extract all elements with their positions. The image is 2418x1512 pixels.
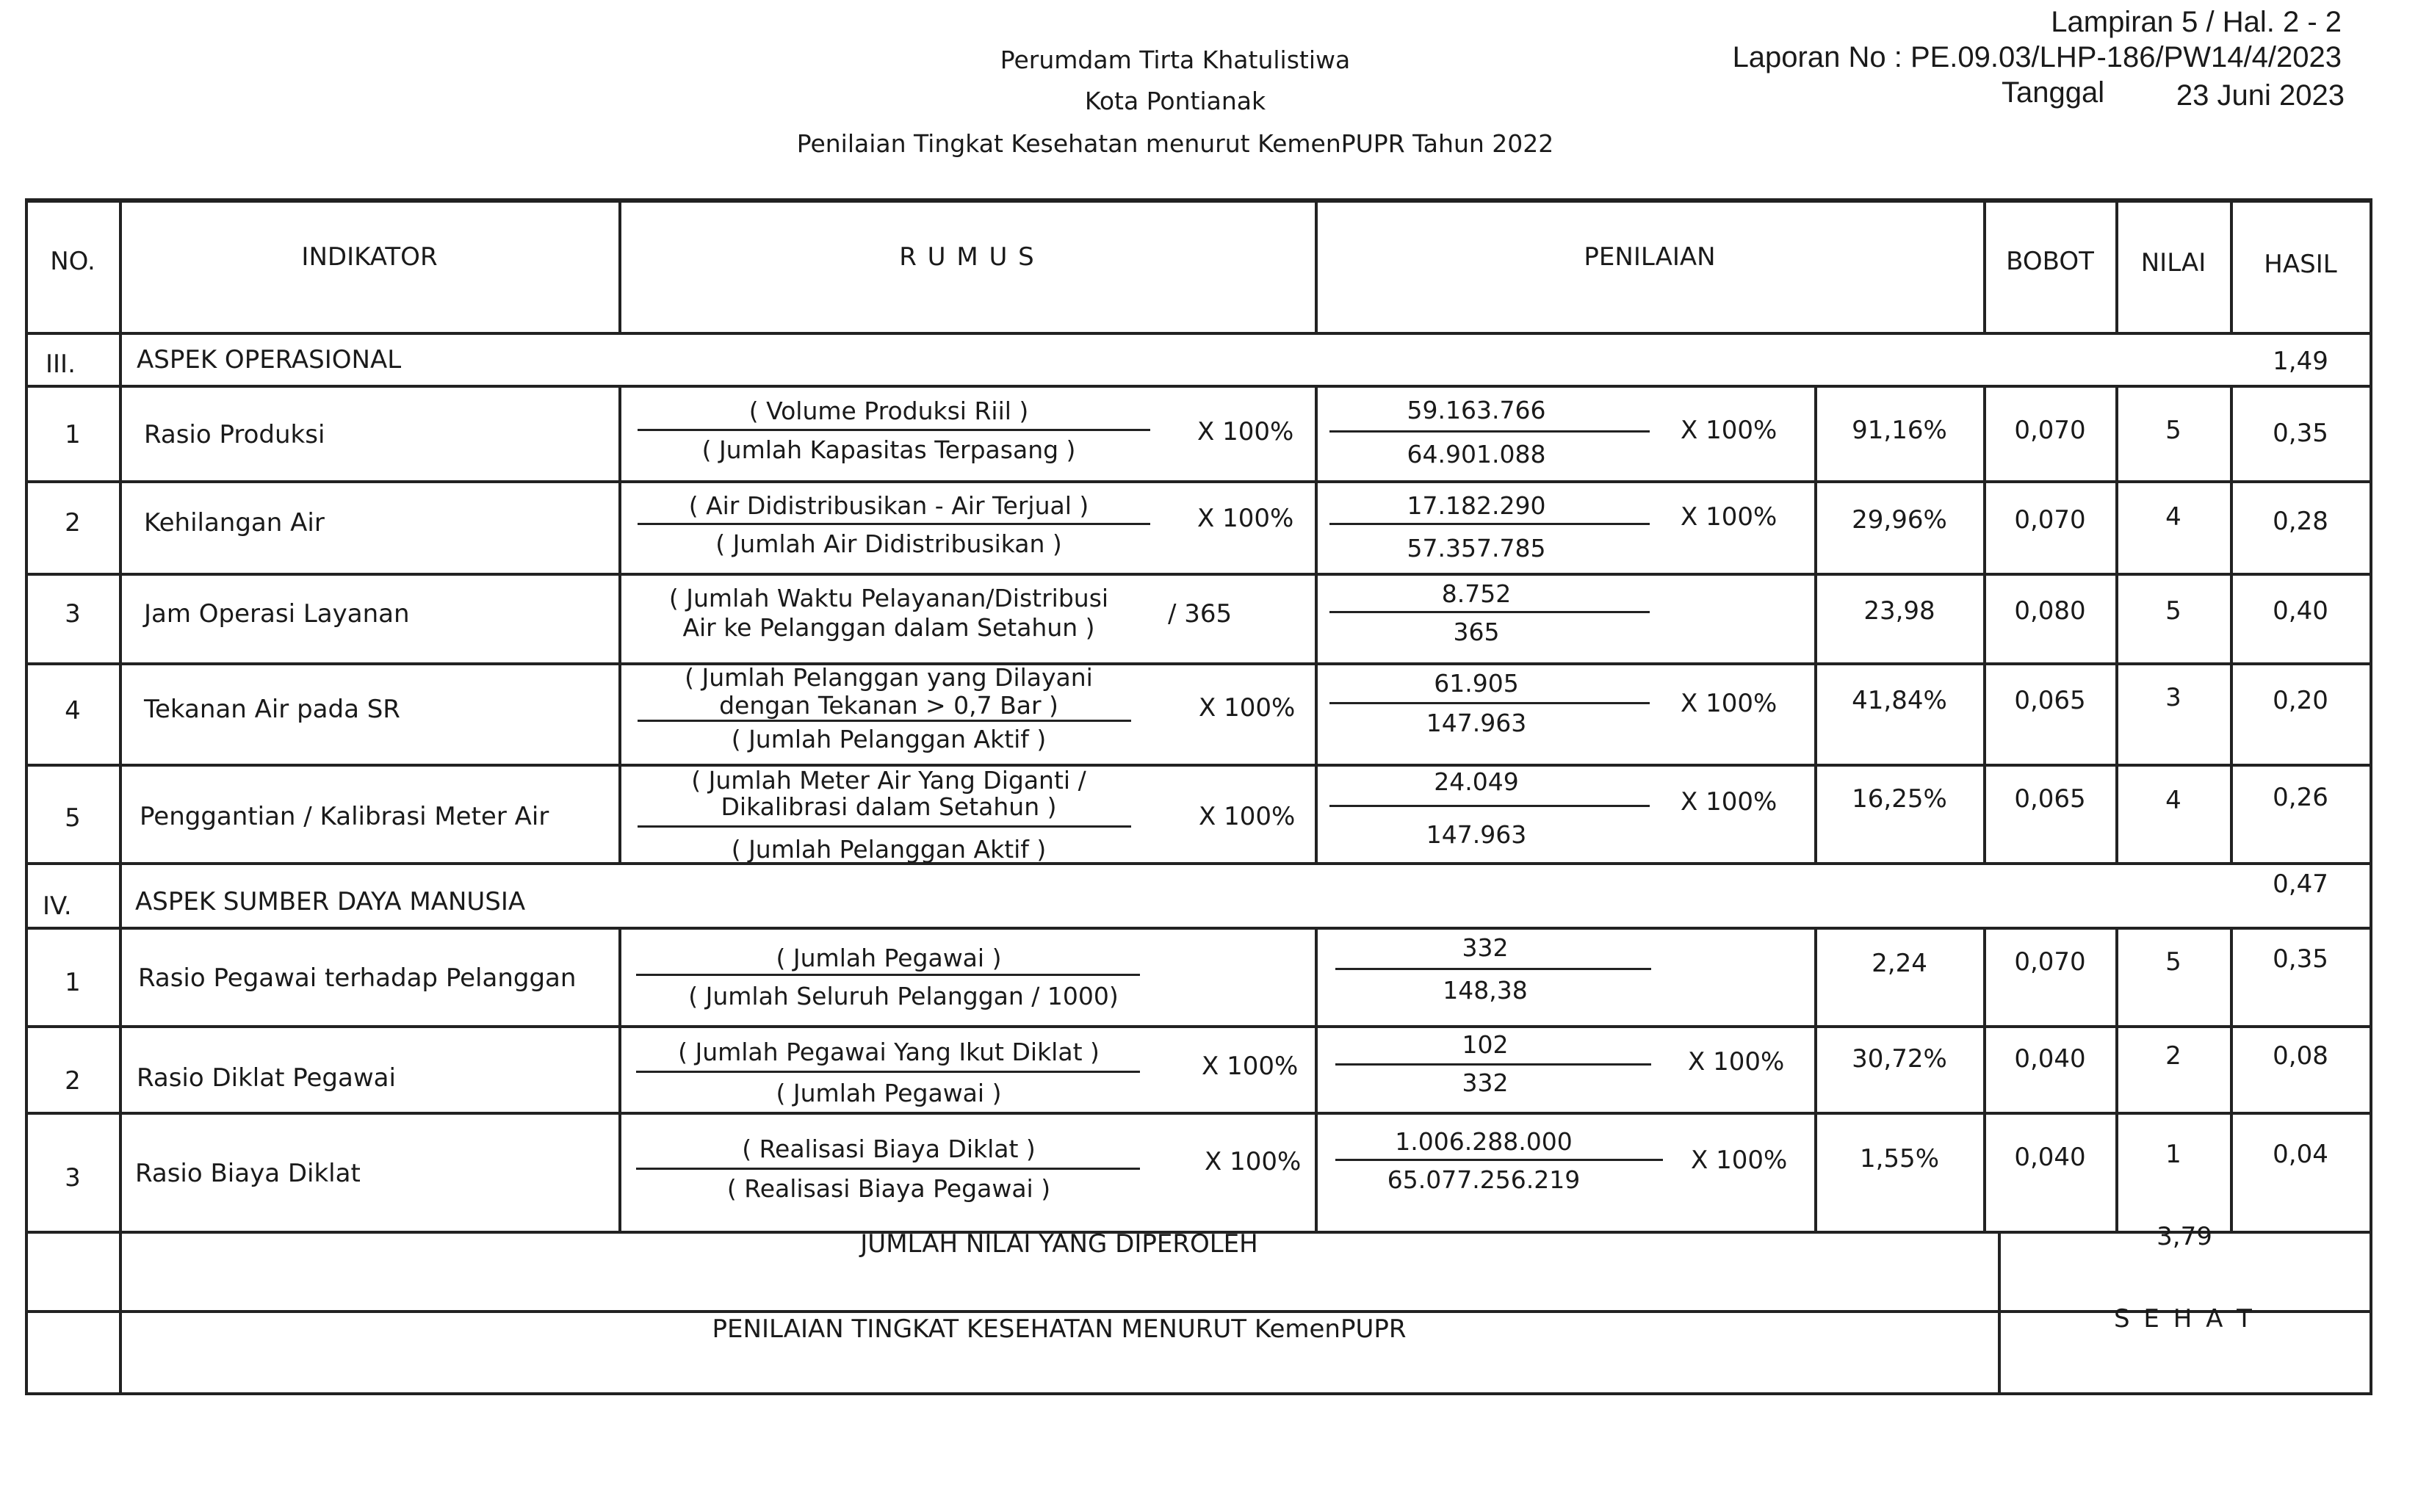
formula-numerator-line-1: ( Jumlah Meter Air Yang Diganti / [691, 766, 1086, 795]
formula-denominator: ( Jumlah Pelanggan Aktif ) [731, 835, 1047, 864]
row-number: 1 [65, 420, 81, 449]
hasil-value: 0,20 [2273, 686, 2328, 715]
formula-multiplier: X 100% [1202, 1052, 1299, 1081]
col-header-bobot: BOBOT [2006, 247, 2094, 276]
section-title: ASPEK SUMBER DAYA MANUSIA [135, 887, 526, 916]
assessment-numerator: 17.182.290 [1407, 491, 1546, 520]
formula-denominator: ( Realisasi Biaya Pegawai ) [726, 1174, 1051, 1203]
formula-denominator: ( Jumlah Air Didistribusikan ) [715, 529, 1062, 558]
assessment-result: 2,24 [1872, 949, 1927, 978]
col-header-hasil: HASIL [2264, 250, 2337, 279]
row-indikator: Penggantian / Kalibrasi Meter Air [140, 802, 549, 831]
assessment-denominator: 365 [1453, 618, 1500, 646]
assessment-multiplier: X 100% [1681, 787, 1778, 817]
assessment-multiplier: X 100% [1681, 416, 1778, 445]
assessment-multiplier: X 100% [1688, 1047, 1785, 1077]
row-number: 3 [65, 599, 81, 629]
hasil-value: 0,35 [2273, 419, 2328, 448]
row-indikator: Tekanan Air pada SR [144, 695, 400, 724]
row-indikator: Rasio Diklat Pegawai [137, 1063, 396, 1093]
lampiran-label: Lampiran 5 / Hal. 2 - 2 [2051, 6, 2342, 38]
row-number: 3 [65, 1163, 81, 1193]
hasil-value: 0,04 [2273, 1140, 2328, 1169]
assessment-result: 30,72% [1852, 1044, 1947, 1074]
assessment-result: 41,84% [1852, 686, 1947, 715]
col-header-penilaian: PENILAIAN [1584, 242, 1716, 272]
hasil-value: 0,35 [2273, 944, 2328, 974]
col-header-no: NO. [50, 247, 95, 276]
formula-numerator: ( Jumlah Pegawai ) [776, 944, 1002, 972]
col-header-rumus: R U M U S [899, 242, 1036, 272]
hasil-value: 0,28 [2273, 507, 2328, 536]
formula-denominator: ( Jumlah Kapasitas Terpasang ) [701, 435, 1076, 464]
formula-numerator-line-2: dengan Tekanan > 0,7 Bar ) [719, 691, 1058, 720]
bobot-value: 0,080 [2014, 596, 2086, 626]
formula-numerator-line-2: Dikalibrasi dalam Setahun ) [721, 792, 1057, 821]
formula-numerator: ( Jumlah Pegawai Yang Ikut Diklat ) [678, 1038, 1100, 1066]
bobot-value: 0,070 [2014, 505, 2086, 535]
section-hasil: 0,47 [2273, 869, 2328, 899]
nilai-value: 5 [2165, 416, 2181, 445]
assessment-multiplier: X 100% [1681, 502, 1778, 532]
col-header-indikator: INDIKATOR [301, 242, 438, 272]
formula-multiplier: X 100% [1199, 693, 1296, 723]
formula-numerator: ( Realisasi Biaya Diklat ) [742, 1135, 1036, 1163]
tanggal-value: 23 Juni 2023 [2176, 79, 2345, 112]
total-value: 3,79 [2157, 1222, 2212, 1251]
hasil-value: 0,08 [2273, 1041, 2328, 1071]
assessment-multiplier: X 100% [1691, 1146, 1788, 1175]
formula-denominator: ( Jumlah Seluruh Pelanggan / 1000) [688, 982, 1119, 1010]
col-header-nilai: NILAI [2140, 248, 2206, 278]
row-indikator: Rasio Produksi [144, 420, 325, 449]
formula-line-2: Air ke Pelanggan dalam Setahun ) [682, 613, 1095, 642]
bobot-value: 0,070 [2014, 416, 2086, 445]
org-name: Perumdam Tirta Khatulistiwa [1000, 46, 1351, 74]
assessment-denominator: 147.963 [1426, 820, 1527, 849]
formula-multiplier: X 100% [1197, 504, 1294, 533]
assessment-denominator: 332 [1462, 1068, 1509, 1097]
formula-denominator: ( Jumlah Pegawai ) [776, 1079, 1002, 1107]
city-name: Kota Pontianak [1084, 87, 1266, 115]
row-number: 2 [65, 508, 81, 538]
section-hasil: 1,49 [2273, 347, 2328, 376]
document-subtitle: Penilaian Tingkat Kesehatan menurut KemenPUPR Tahun 2022 [796, 129, 1554, 158]
assessment-result: 91,16% [1852, 416, 1947, 445]
assessment-numerator: 102 [1462, 1030, 1509, 1059]
tanggal-label: Tanggal [2002, 76, 2105, 109]
assessment-multiplier: X 100% [1681, 689, 1778, 718]
hasil-value: 0,40 [2273, 596, 2328, 626]
formula-multiplier: X 100% [1197, 417, 1294, 446]
nilai-value: 1 [2165, 1140, 2181, 1169]
row-number: 1 [65, 968, 81, 997]
section-number: IV. [43, 891, 72, 921]
formula-line-1: ( Jumlah Waktu Pelayanan/Distribusi [668, 584, 1109, 612]
assessment-denominator: 57.357.785 [1407, 534, 1546, 563]
row-indikator: Rasio Biaya Diklat [135, 1159, 361, 1188]
status-value: S E H A T [2114, 1304, 2255, 1334]
assessment-numerator: 332 [1462, 933, 1509, 962]
nilai-value: 4 [2165, 502, 2181, 532]
assessment-denominator: 65.077.256.219 [1387, 1165, 1581, 1194]
assessment-numerator: 8.752 [1441, 579, 1512, 608]
assessment-numerator: 1.006.288.000 [1395, 1127, 1573, 1156]
bobot-value: 0,070 [2014, 947, 2086, 977]
nilai-value: 4 [2165, 786, 2181, 815]
assessment-denominator: 64.901.088 [1407, 440, 1546, 469]
nilai-value: 5 [2165, 596, 2181, 626]
formula-multiplier: X 100% [1205, 1147, 1302, 1176]
nilai-value: 5 [2165, 947, 2181, 977]
section-title: ASPEK OPERASIONAL [137, 345, 402, 375]
section-number: III. [46, 350, 76, 379]
row-number: 2 [65, 1066, 81, 1096]
formula-multiplier: / 365 [1168, 599, 1233, 629]
assessment-denominator: 148,38 [1443, 976, 1528, 1005]
row-number: 4 [65, 696, 81, 726]
row-number: 5 [65, 803, 81, 833]
assessment-numerator: 24.049 [1434, 767, 1519, 796]
assessment-result: 16,25% [1852, 784, 1947, 814]
bobot-value: 0,065 [2014, 784, 2086, 814]
formula-numerator: ( Volume Produksi Riil ) [748, 397, 1029, 425]
assessment-numerator: 59.163.766 [1407, 396, 1546, 424]
bobot-value: 0,040 [2014, 1143, 2086, 1172]
bobot-value: 0,040 [2014, 1044, 2086, 1074]
hasil-value: 0,26 [2273, 783, 2328, 812]
formula-numerator-line-1: ( Jumlah Pelanggan yang Dilayani [685, 663, 1093, 692]
assessment-denominator: 147.963 [1426, 709, 1527, 737]
nilai-value: 2 [2165, 1041, 2181, 1071]
row-indikator: Jam Operasi Layanan [144, 599, 410, 629]
assessment-result: 29,96% [1852, 505, 1947, 535]
formula-denominator: ( Jumlah Pelanggan Aktif ) [731, 725, 1047, 753]
total-label: JUMLAH NILAI YANG DIPEROLEH [860, 1229, 1258, 1259]
row-indikator: Rasio Pegawai terhadap Pelanggan [138, 963, 577, 993]
bobot-value: 0,065 [2014, 686, 2086, 715]
status-label: PENILAIAN TINGKAT KESEHATAN MENURUT KemenPUPR [712, 1314, 1407, 1344]
nilai-value: 3 [2165, 683, 2181, 712]
formula-multiplier: X 100% [1199, 802, 1296, 831]
row-indikator: Kehilangan Air [144, 508, 325, 538]
assessment-result: 1,55% [1859, 1144, 1939, 1173]
assessment-numerator: 61.905 [1434, 669, 1519, 698]
laporan-number: Laporan No : PE.09.03/LHP-186/PW14/4/2023 [1732, 41, 2342, 73]
formula-numerator: ( Air Didistribusikan - Air Terjual ) [688, 491, 1089, 520]
assessment-result: 23,98 [1863, 596, 1935, 626]
